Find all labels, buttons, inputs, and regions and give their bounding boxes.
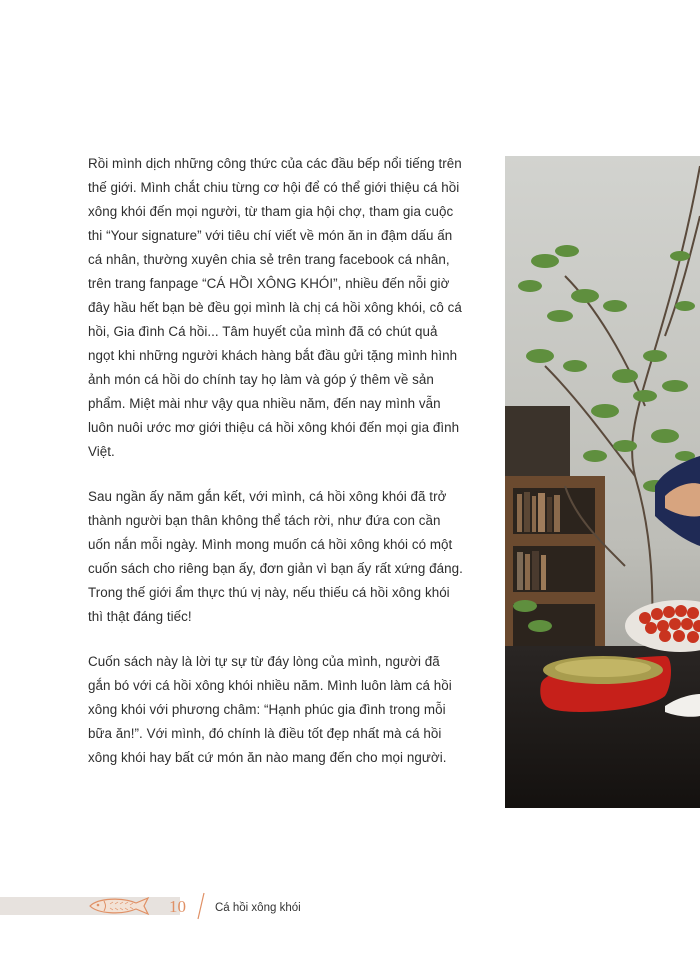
paragraph-3: Cuốn sách này là lời tự sự từ đáy lòng của mình, người đã gắn bó với cá hồi xông khói nhiều năm. Mình luôn làm cá hồi xông khói với phương châm: “Hạnh phúc gia đình trong mỗi bữa ăn!”. Với mình, đó chính là điều tốt đẹp nhất mà cá hồi xông khói hay bất cứ món ăn nào mang đến cho mọi người. [88,654,452,765]
cooking-photo [505,156,700,808]
paragraph-2: Sau ngần ấy năm gắn kết, với mình, cá hồi xông khói đã trở thành người bạn thân không thể tách rời, như đứa con cần uốn nắn mỗi ngày. Mình mong muốn cá hồi xông khói có một cuốn sách cho riêng bạn ấy, đơn giản vì bạn ấy rất xứng đáng. Trong thế giới ẩm thực thú vị này, nếu thiếu cá hồi xông khói thì thật đáng tiếc! [88,489,463,624]
paragraph-1: Rồi mình dịch những công thức của các đầu bếp nổi tiếng trên thế giới. Mình chắt chiu từng cơ hội để có thể giới thiệu cá hồi xông khói đến mọi người, từ tham gia hội chợ, tham gia cuộc thi “Your signature” với tiêu chí viết về món ăn in đậm dấu ấn cá nhân, thường xuyên chia sẻ trên trang facebook cá nhân, trên trang fanpage “CÁ HỒI XÔNG KHÓI”, nhiều đến nỗi giờ đây hầu hết bạn bè đều gọi mình là chị cá hồi xông khói, cô cá hồi, Gia đình Cá hồi... Tâm huyết của mình đã có chút quả ngọt khi những người khách hàng bắt đầu gửi tặng mình hình ảnh món cá hồi do chính tay họ làm và góp ý thêm về sản phẩm. Miệt mài như vậy qua nhiều năm, đến nay mình vẫn luôn nuôi ước mơ giới thiệu cá hồi xông khói đến mọi gia đình Việt. [88,156,462,459]
footer-divider [196,891,206,921]
fish-icon [86,895,154,917]
page-number: 10 [169,897,186,916]
body-text [88,152,466,791]
running-title: Cá hồi xông khói [215,902,301,914]
